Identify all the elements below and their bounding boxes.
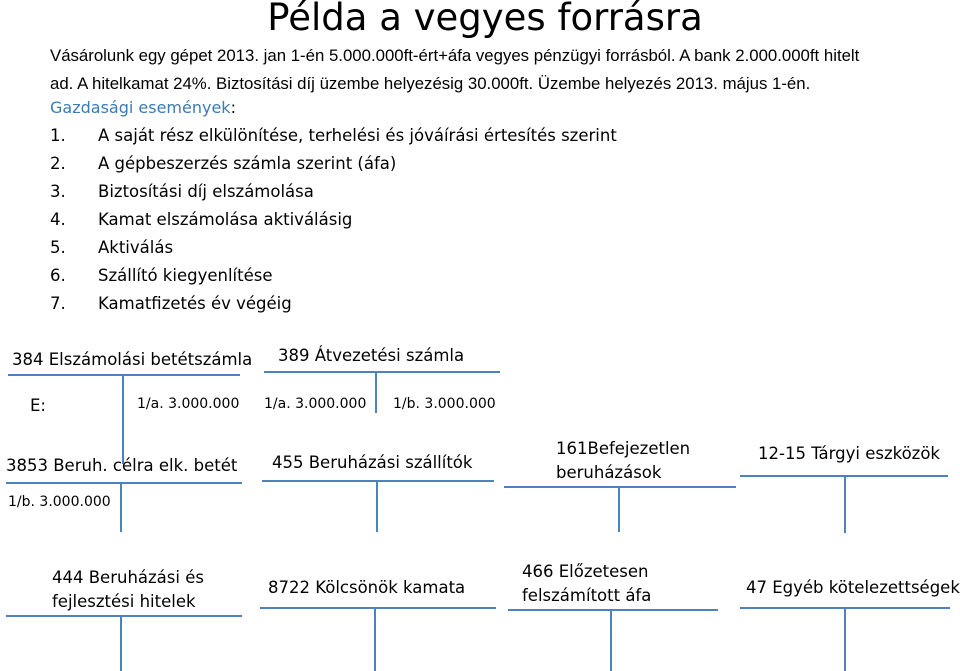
account-opening-entry: E: [30, 396, 46, 415]
intro-line-1: Vásárolunk egy gépet 2013. jan 1-én 5.000.000ft-ért+áfa vegyes pénzügyi forrásból. A bank 2.000.000ft hitelt [50, 46, 860, 65]
account-label [522, 560, 651, 608]
account-label: 384 Elszámolási betétszámla [12, 350, 253, 369]
account-label-line-2: beruházások [556, 463, 662, 482]
intro-line-2: ad. A hitelkamat 24%. Biztosítási díj üzembe helyezésig 30.000ft. Üzembe helyezés 2013. május 1-én. [50, 74, 811, 93]
account-label-line-2: felszámított áfa [522, 586, 652, 605]
account-label [556, 437, 690, 485]
events-heading-colon: : [230, 98, 236, 117]
list-item-number: 6. [50, 266, 66, 285]
account-label: 3853 Beruh. célra elk. betét [6, 456, 238, 475]
list-item-number: 1. [50, 126, 66, 145]
t-account-divider [376, 480, 378, 532]
account-label: 47 Egyéb kötelezettségek [746, 578, 960, 597]
list-item-number: 4. [50, 210, 66, 229]
account-label-line-1: 444 Beruházási és [52, 568, 204, 587]
t-account-top-line [504, 486, 736, 488]
events-heading [50, 98, 236, 117]
t-account-top-line [6, 615, 242, 617]
list-item-text: A saját rész elkülönítése, terhelési és jóváírási értesítés szerint [98, 126, 617, 145]
account-label: 8722 Kölcsönök kamata [268, 578, 466, 597]
account-credit-entry: 1/b. 3.000.000 [393, 396, 496, 412]
account-debit-entry: 1/b. 3.000.000 [8, 494, 111, 510]
events-list [50, 122, 617, 318]
t-account-top-line [260, 607, 496, 609]
intro-text [50, 42, 910, 98]
list-item-text: Kamatfizetés év végéig [98, 294, 292, 313]
account-label: 12-15 Tárgyi eszközök [758, 444, 940, 463]
account-label-line-1: 161Befejezetlen [556, 439, 691, 458]
account-label [52, 566, 204, 614]
list-item-number: 7. [50, 294, 66, 313]
t-account-divider [844, 475, 846, 533]
list-item [50, 262, 617, 290]
list-item-text: Aktiválás [98, 238, 174, 257]
list-item [50, 206, 617, 234]
list-item [50, 178, 617, 206]
list-item-number: 5. [50, 238, 66, 257]
t-account-divider [610, 609, 612, 671]
page-title: Példa a vegyes forrásra [267, 0, 703, 39]
t-account-top-line [264, 371, 500, 373]
list-item [50, 234, 617, 262]
account-label-line-1: 466 Előzetesen [522, 562, 649, 581]
account-label-line-2: fejlesztési hitelek [52, 592, 196, 611]
events-heading-text: Gazdasági események [50, 98, 231, 117]
t-account-divider [120, 615, 122, 671]
list-item-text: A gépbeszerzés számla szerint (áfa) [98, 154, 397, 173]
list-item [50, 122, 617, 150]
account-label: 389 Átvezetési számla [278, 346, 465, 365]
list-item [50, 150, 617, 178]
account-label: 455 Beruházási szállítók [272, 453, 473, 472]
t-account-top-line [6, 482, 242, 484]
account-debit-entry: 1/a. 3.000.000 [264, 396, 367, 412]
list-item-number: 3. [50, 182, 66, 201]
t-account-top-line [262, 480, 494, 482]
t-account-top-line [508, 609, 718, 611]
list-item-text: Kamat elszámolása aktiválásig [98, 210, 353, 229]
list-item [50, 290, 617, 318]
t-account-top-line [8, 374, 240, 376]
t-account-divider [374, 607, 376, 671]
t-account-divider [120, 482, 122, 532]
list-item-number: 2. [50, 154, 66, 173]
account-credit-entry: 1/a. 3.000.000 [137, 396, 240, 412]
list-item-text: Biztosítási díj elszámolása [98, 182, 314, 201]
t-account-divider [844, 607, 846, 671]
t-account-divider [618, 486, 620, 532]
t-account-divider [122, 374, 124, 464]
list-item-text: Szállító kiegyenlítése [98, 266, 273, 285]
t-account-divider [375, 371, 377, 413]
